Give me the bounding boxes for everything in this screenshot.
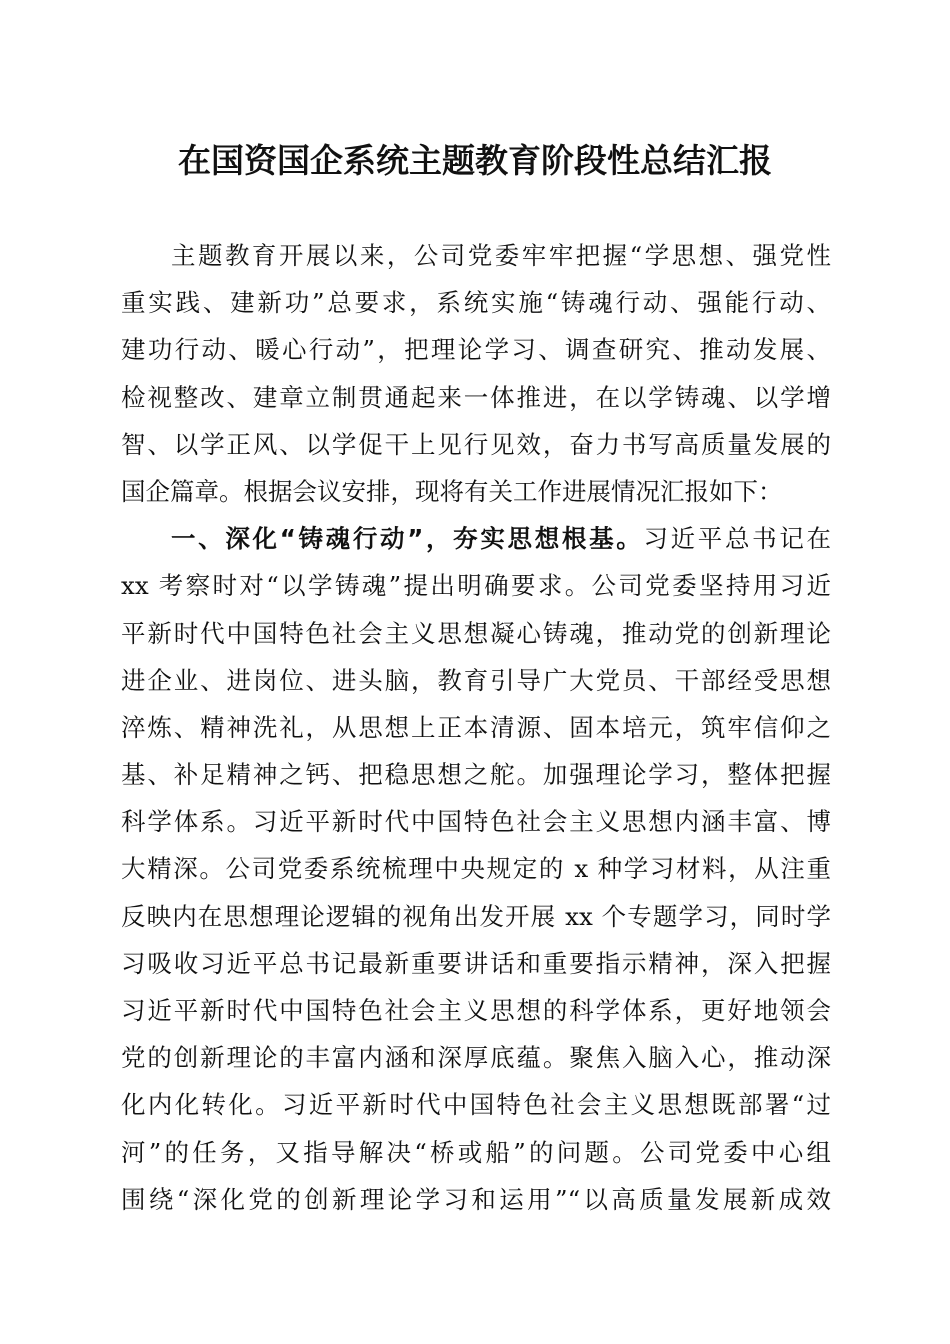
paragraph-line: 重实践、建新功”总要求，系统实施“铸魂行动、强能行动、 xyxy=(121,288,831,318)
paragraph-line: 智、以学正风、以学促干上见行见效，奋力书写高质量发展的 xyxy=(121,429,831,459)
paragraph-line: 平新时代中国特色社会主义思想凝心铸魂，推动党的创新理论 xyxy=(121,618,831,648)
document-title: 在国资国企系统主题教育阶段性总结汇报 xyxy=(178,141,772,180)
paragraph-line: 检视整改、建章立制贯通起来一体推进，在以学铸魂、以学增 xyxy=(121,382,831,412)
paragraph-line: 大精深。公司党委系统梳理中央规定的 x 种学习材料，从注重 xyxy=(121,854,831,884)
paragraph-line: 淬炼、精神洗礼，从思想上正本清源、固本培元，筑牢信仰之 xyxy=(121,712,831,742)
paragraph-line: 化内化转化。习近平新时代中国特色社会主义思想既部署“过 xyxy=(121,1090,831,1120)
paragraph-line: xx 考察时对“以学铸魂”提出明确要求。公司党委坚持用习近 xyxy=(121,571,831,601)
paragraph-line: 科学体系。习近平新时代中国特色社会主义思想内涵丰富、博 xyxy=(121,807,831,837)
paragraph-line: 主题教育开展以来，公司党委牢牢把握“学思想、强党性 xyxy=(171,241,831,270)
section-heading-line xyxy=(121,515,831,562)
paragraph-line: 习吸收习近平总书记最新重要讲话和重要指示精神，深入把握 xyxy=(121,948,831,978)
section-heading: 一、深化“铸魂行动”，夯实思想根基。 xyxy=(171,524,644,554)
paragraph-line: 基、补足精神之钙、把稳思想之舵。加强理论学习，整体把握 xyxy=(121,760,831,790)
paragraph-line: 习近平新时代中国特色社会主义思想的科学体系，更好地领会 xyxy=(121,996,831,1025)
paragraph-line: 建功行动、暖心行动”，把理论学习、调查研究、推动发展、 xyxy=(121,335,831,365)
paragraph-line: 党的创新理论的丰富内涵和深厚底蕴。聚焦入脑入心，推动深 xyxy=(121,1043,831,1073)
paragraph-line: 围绕“深化党的创新理论学习和运用”“以高质量发展新成效 xyxy=(121,1184,831,1214)
paragraph-line: 进企业、进岗位、进头脑，教育引导广大党员、干部经受思想 xyxy=(121,665,831,695)
paragraph-line: 河”的任务，又指导解决“桥或船”的问题。公司党委中心组 xyxy=(121,1137,831,1167)
paragraph-line: 反映内在思想理论逻辑的视角出发开展 xx 个专题学习，同时学 xyxy=(121,901,831,931)
paragraph-line: 国企篇章。根据会议安排，现将有关工作进展情况汇报如下： xyxy=(121,476,783,506)
section-heading-line-rest: 习近平总书记在 xyxy=(643,524,832,554)
document-body xyxy=(121,232,831,1223)
